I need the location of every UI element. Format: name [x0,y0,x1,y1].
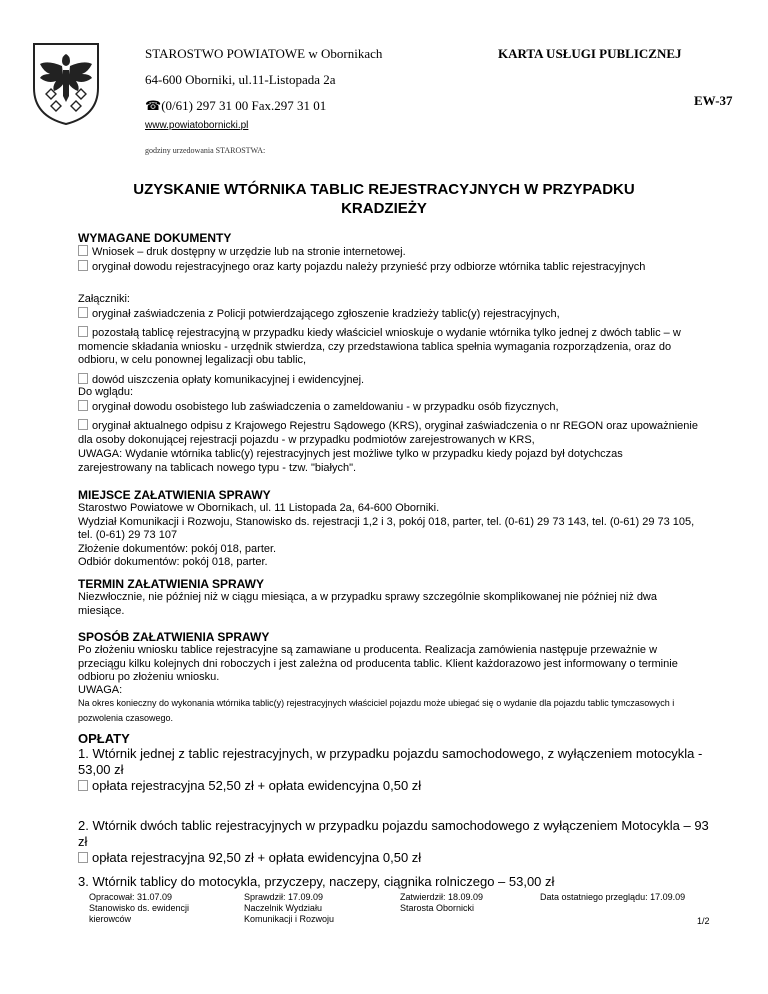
checkbox-icon [78,780,88,791]
documents-note: UWAGA: Wydanie wtórnika tablic(y) rejestracyjnych jest możliwe tylko w przypadku kiedy pojazd był dotychczas zarejestrowany na tablicach nowego typu - tzw. "białych". [78,448,623,474]
place-line: Wydział Komunikacji i Rozwoju, Stanowisko ds. rejestracji 1,2 i 3, pokój 018, parter, tel. (0-61) 29 73 143, tel. (0-61) 29 73 105, tel. (0-61) 29 73 107 [78,515,695,541]
method-text: Po złożeniu wniosku tablice rejestracyjne są zamawiane u producenta. Realizacja zamówienia następuje przeważnie w przeciągu kilku kolejnych dni roboczych i jest zależna od producenta tablic. Klient każdorazowo jest informowany o terminie odbioru po złożeniu wniosku. [78,644,678,683]
list-item: oryginał aktualnego odpisu z Krajowego Rejestru Sądowego (KRS), oryginał zaświadczenia o nr REGON oraz upoważnienie dla osoby dokonującej rejestracji pojazdu - w przypadku podmiotów zarejestrowanych w KRS, [78,420,698,446]
footer-last-review: Data ostatniego przeglądu: 17.09.09 [540,892,686,902]
term-heading: TERMIN ZAŁATWIENIA SPRAWY [78,577,264,591]
fee-item-1-detail: opłata rejestracyjna 52,50 zł + opłata ewidencyjna 0,50 zł [78,778,718,794]
place-line: Złożenie dokumentów: pokój 018, parter. [78,542,277,555]
fee-item-1: 1. Wtórnik jednej z tablic rejestracyjnych, w przypadku pojazdu samochodowego, z wyłączeniem motocykla - 53,00 zł [78,746,703,777]
page-title: UZYSKANIE WTÓRNIKA TABLIC REJESTRACYJNYCH W PRZYPADKU KRADZIEŻY [133,181,635,217]
documents-heading: WYMAGANE DOKUMENTY [78,231,232,245]
card-label: KARTA USŁUGI PUBLICZNEJ [498,46,682,61]
phone-fax: (0/61) 297 31 00 Fax.297 31 01 [161,98,327,113]
checkbox-icon [78,260,88,271]
attachments [78,293,698,387]
county-crest-logo [30,40,102,126]
place-line: Starostwo Powiatowe w Obornikach, ul. 11 Listopada 2a, 64-600 Oborniki. [78,502,440,514]
checkbox-icon [78,326,88,337]
website-link[interactable]: www.powiatobornicki.pl [145,120,249,131]
office-address: 64-600 Oborniki, ul.11-Listopada 2a [145,72,336,87]
office-name: STAROSTWO POWIATOWE w Obornikach [145,46,383,61]
page-number: 1/2 [697,916,710,926]
office-hours: godziny urzedowania STAROSTWA: [145,146,266,155]
list-item: oryginał zaświadczenia z Policji potwierdzającego zgłoszenie kradzieży tablic(y) rejestracyjnych, [78,307,698,322]
checkbox-icon [78,419,88,430]
inspection-label: Do wglądu: [78,386,134,398]
footer-approved: Zatwierdził: 18.09.09 Starosta Obornicki [400,892,484,913]
list-item: oryginał dowodu osobistego lub zaświadczenia o zameldowaniu - w przypadku osób fizycznych, [78,400,698,415]
fees-heading: OPŁATY [78,731,130,746]
service-code: EW-37 [694,93,733,108]
contact-line [145,98,326,114]
documents-list [78,245,698,274]
list-item: Wniosek – druk dostępny w urzędzie lub na stronie internetowej. [78,245,698,260]
list-item: oryginał dowodu rejestracyjnego oraz karty pojazdu należy przynieść przy odbiorze wtórnika tablic rejestracyjnych [78,260,698,275]
checkbox-icon [78,400,88,411]
method-heading: SPOSÓB ZAŁATWIENIA SPRAWY [78,630,270,644]
place-details [78,502,698,570]
place-line: Odbiór dokumentów: pokój 018, parter. [78,556,268,568]
attachments-label: Załączniki: [78,293,130,305]
method-note-label: UWAGA: [78,684,123,696]
list-item: dowód uiszczenia opłaty komunikacyjnej i ewidencyjnej. [78,373,698,388]
fee-item-2-detail: opłata rejestracyjna 92,50 zł + opłata ewidencyjna 0,50 zł [78,850,718,866]
inspection [78,386,698,447]
checkbox-icon [78,245,88,256]
method-note: Na okres konieczny do wykonania wtórnika tablic(y) rejestracyjnych właściciel pojazdu może ubiegać się o wydanie dla pojazdu tablic tymczasowych i pozwolenia czasowego. [78,698,675,723]
place-heading: MIEJSCE ZAŁATWIENIA SPRAWY [78,488,271,502]
checkbox-icon [78,852,88,863]
checkbox-icon [78,307,88,318]
fee-item-2: 2. Wtórnik dwóch tablic rejestracyjnych w przypadku pojazdu samochodowego z wyłączeniem Motocykla – 93 zł [78,818,709,849]
list-item: pozostałą tablicę rejestracyjną w przypadku kiedy właściciel wnioskuje o wydanie wtórnika tylko jednej z dwóch tablic – w momencie składania wniosku - urzędnik stwierdza, czy przedstawiona tablica spełnia wymagania rozporządzenia, oraz do odbioru, w celu ponownej legalizacji obu tablic, [78,327,681,366]
term-text: Niezwłocznie, nie później niż w ciągu miesiąca, a w przypadku sprawy szczególnie skomplikowanej nie później niż dwa miesiące. [78,591,657,617]
footer-prepared: Opracował: 31.07.09 Stanowisko ds. ewidencji kierowców [89,892,190,924]
checkbox-icon [78,373,88,384]
fee-item-3: 3. Wtórnik tablicy do motocykla, przyczepy, naczepy, ciągnika rolniczego – 53,00 zł [78,874,555,889]
footer-checked: Sprawdził: 17.09.09 Naczelnik Wydziału Komunikacji i Rozwoju [244,892,335,924]
phone-icon: ☎ [145,98,162,113]
